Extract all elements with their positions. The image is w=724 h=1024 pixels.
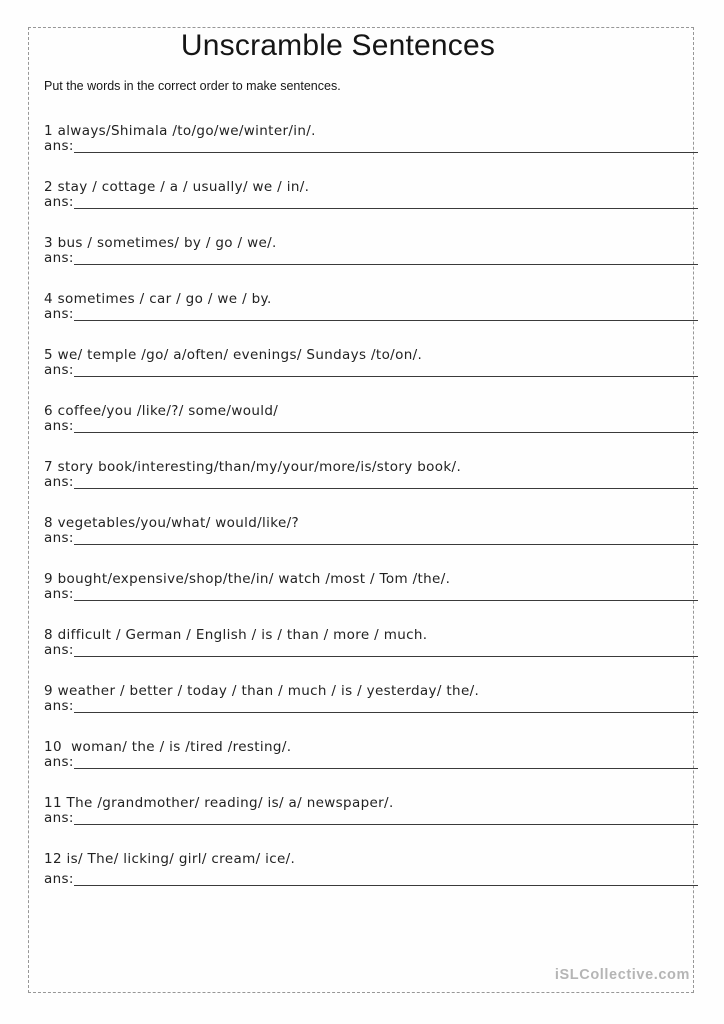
scrambled-sentence: 6 coffee/you /like/?/ some/would/ <box>44 403 279 419</box>
exercise-item <box>44 683 698 713</box>
answer-blank-line[interactable] <box>74 195 698 209</box>
answer-row <box>44 700 698 713</box>
answer-row <box>44 252 698 265</box>
answer-row <box>44 140 698 153</box>
scrambled-sentence: 11 The /grandmother/ reading/ is/ a/ newspaper/. <box>44 795 394 811</box>
scrambled-sentence: 9 bought/expensive/shop/the/in/ watch /most / Tom /the/. <box>44 571 451 587</box>
answer-blank-line[interactable] <box>74 755 698 769</box>
exercise-list <box>44 123 698 912</box>
answer-label: ans: <box>44 362 74 378</box>
scrambled-sentence: 12 is/ The/ licking/ girl/ cream/ ice/. <box>44 851 296 867</box>
answer-label: ans: <box>44 306 74 322</box>
answer-row <box>44 873 698 886</box>
answer-row <box>44 364 698 377</box>
answer-blank-line[interactable] <box>74 699 698 713</box>
scrambled-sentence: 7 story book/interesting/than/my/your/more/is/story book/. <box>44 459 462 475</box>
answer-blank-line[interactable] <box>74 139 698 153</box>
answer-blank-line[interactable] <box>74 363 698 377</box>
answer-row <box>44 196 698 209</box>
instructions-text: Put the words in the correct order to make sentences. <box>44 79 341 93</box>
answer-label: ans: <box>44 586 74 602</box>
exercise-item <box>44 515 698 545</box>
scrambled-sentence: 8 vegetables/you/what/ would/like/? <box>44 515 300 531</box>
scrambled-sentence: 8 difficult / German / English / is / than / more / much. <box>44 627 428 643</box>
answer-label: ans: <box>44 810 74 826</box>
answer-label: ans: <box>44 754 74 770</box>
exercise-item <box>44 459 698 489</box>
scrambled-sentence: 4 sometimes / car / go / we / by. <box>44 291 272 307</box>
answer-blank-line[interactable] <box>74 475 698 489</box>
exercise-item <box>44 571 698 601</box>
answer-blank-line[interactable] <box>74 307 698 321</box>
answer-blank-line[interactable] <box>74 587 698 601</box>
scrambled-sentence: 10 woman/ the / is /tired /resting/. <box>44 739 292 755</box>
answer-label: ans: <box>44 698 74 714</box>
answer-blank-line[interactable] <box>74 811 698 825</box>
page-title: Unscramble Sentences <box>180 29 496 62</box>
answer-blank-line[interactable] <box>74 872 698 886</box>
answer-label: ans: <box>44 642 74 658</box>
exercise-item <box>44 235 698 265</box>
exercise-item <box>44 795 698 825</box>
scrambled-sentence: 5 we/ temple /go/ a/often/ evenings/ Sundays /to/on/. <box>44 347 423 363</box>
answer-label: ans: <box>44 530 74 546</box>
scrambled-sentence: 9 weather / better / today / than / much / is / yesterday/ the/. <box>44 683 480 699</box>
answer-label: ans: <box>44 250 74 266</box>
answer-row <box>44 420 698 433</box>
answer-blank-line[interactable] <box>74 643 698 657</box>
answer-row <box>44 756 698 769</box>
answer-row <box>44 308 698 321</box>
answer-row <box>44 588 698 601</box>
answer-label: ans: <box>44 194 74 210</box>
exercise-item <box>44 403 698 433</box>
answer-row <box>44 812 698 825</box>
exercise-item <box>44 123 698 153</box>
answer-row <box>44 644 698 657</box>
answer-blank-line[interactable] <box>74 251 698 265</box>
exercise-item <box>44 291 698 321</box>
answer-blank-line[interactable] <box>74 531 698 545</box>
exercise-item <box>44 739 698 769</box>
scrambled-sentence: 2 stay / cottage / a / usually/ we / in/. <box>44 179 310 195</box>
scrambled-sentence: 1 always/Shimala /to/go/we/winter/in/. <box>44 123 316 139</box>
answer-label: ans: <box>44 418 74 434</box>
exercise-item <box>44 347 698 377</box>
answer-label: ans: <box>44 138 74 154</box>
answer-label: ans: <box>44 871 74 887</box>
exercise-item <box>44 179 698 209</box>
answer-row <box>44 476 698 489</box>
islcollective-watermark: iSLCollective.com <box>554 967 690 983</box>
answer-blank-line[interactable] <box>74 419 698 433</box>
scrambled-sentence: 3 bus / sometimes/ by / go / we/. <box>44 235 277 251</box>
answer-label: ans: <box>44 474 74 490</box>
exercise-item <box>44 851 698 886</box>
answer-row <box>44 532 698 545</box>
exercise-item <box>44 627 698 657</box>
